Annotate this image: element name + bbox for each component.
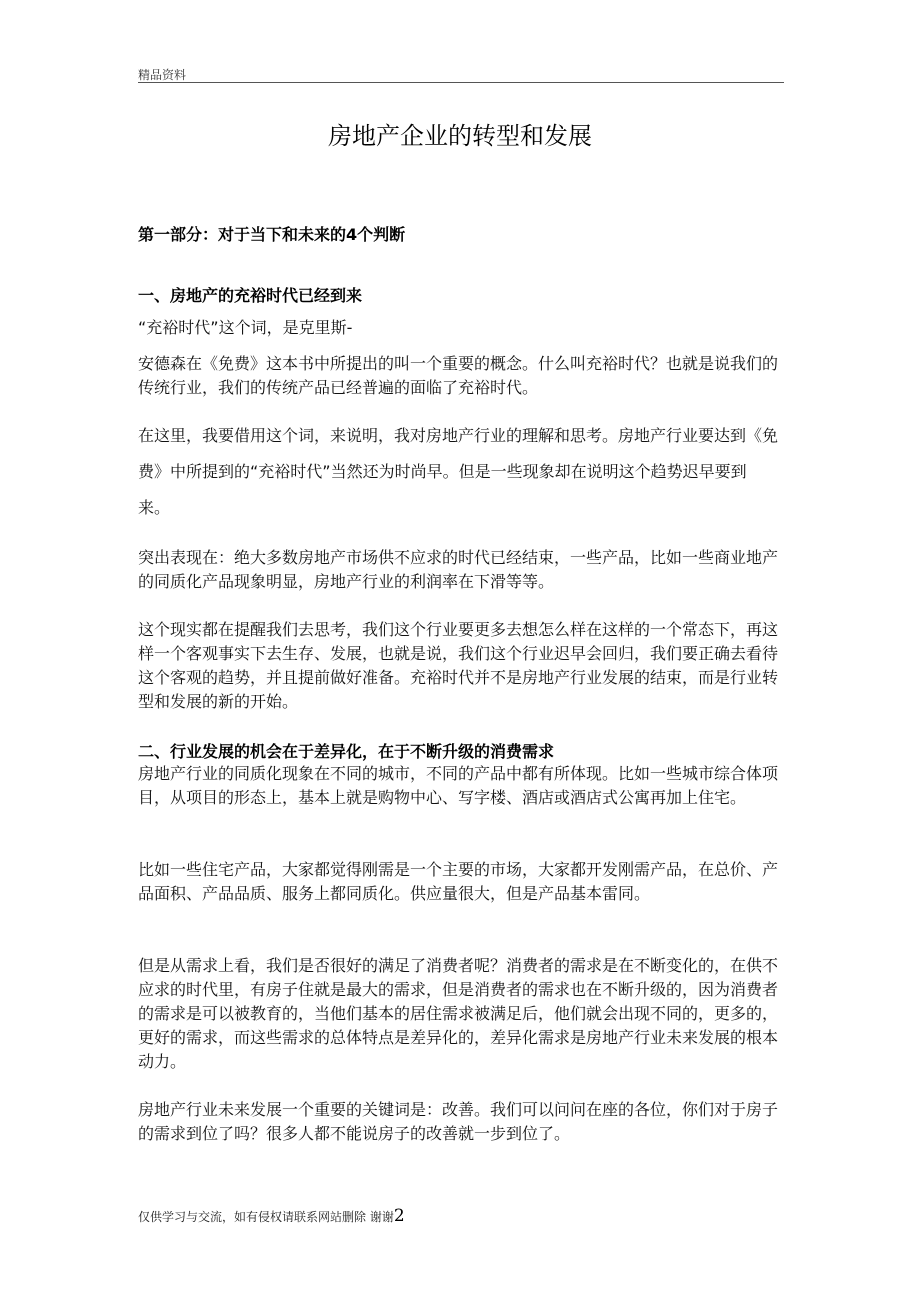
section-2-paragraph-3: 但是从需求上看，我们是否很好的满足了消费者呢？消费者的需求是在不断变化的，在供不应求的时代里，有房子住就是最大的需求，但是消费者的需求也在不断升级的，因为消费者的需求是可以被教育的，当他们基本的居住需求被满足后，他们就会出现不同的，更多的，更好的需求，而这些需求的总体特点是差异化的，差异化需求是房地产行业未来发展的根本动力。	[138, 956, 779, 1071]
section-2-paragraph-2: 比如一些住宅产品，大家都觉得刚需是一个主要的市场，大家都开发刚需产品，在总价、产品面积、产品品质、服务上都同质化。供应量很大，但是产品基本雷同。	[138, 860, 779, 903]
section-1-paragraph-4: 这个现实都在提醒我们去思考，我们这个行业要更多去想怎么样在这样的一个常态下，再这样一个客观事实下去生存、发展，也就是说，我们这个行业迟早会回归，我们要正确去看待这个客观的趋势，并且提前做好准备。充裕时代并不是房地产行业发展的结束，而是行业转型和发展的新的开始。	[138, 620, 779, 711]
section-1-paragraph-2: 在这里，我要借用这个词，来说明，我对房地产行业的理解和思考。房地产行业要达到《免费》中所提到的“充裕时代”当然还为时尚早。但是一些现象却在说明这个趋势迟早要到来。	[138, 426, 779, 517]
page-number: 2	[393, 1206, 405, 1226]
section-1-paragraph-1-line-1: “充裕时代”这个词，是克里斯-	[138, 318, 353, 337]
section-1-paragraph-3: 突出表现在：绝大多数房地产市场供不应求的时代已经结束，一些产品，比如一些商业地产的同质化产品现象明显，房地产行业的利润率在下滑等等。	[138, 548, 779, 591]
section-2-heading: 二、行业发展的机会在于差异化，在于不断升级的消费需求	[138, 742, 555, 761]
section-2-paragraph-1: 房地产行业的同质化现象在不同的城市，不同的产品中都有所体现。比如一些城市综合体项目，从项目的形态上，基本上就是购物中心、写字楼、酒店或酒店式公寓再加上住宅。	[138, 764, 779, 807]
section-2-paragraph-4: 房地产行业未来发展一个重要的关键词是：改善。我们可以问问在座的各位，你们对于房子的需求到位了吗？很多人都不能说房子的改善就一步到位了。	[138, 1100, 779, 1143]
section-1-paragraph-1: 安德森在《免费》这本书中所提出的叫一个重要的概念。什么叫充裕时代？也就是说我们的传统行业，我们的传统产品已经普遍的面临了充裕时代。	[138, 354, 779, 397]
part-heading: 第一部分：对于当下和未来的4个判断	[138, 225, 406, 244]
document-title: 房地产企业的转型和发展	[328, 122, 592, 150]
footer	[138, 1206, 405, 1226]
footer-text: 仅供学习与交流，如有侵权请联系网站删除 谢谢	[138, 1210, 394, 1224]
section-1-heading: 一、房地产的充裕时代已经到来	[138, 286, 363, 305]
header-divider	[138, 82, 784, 83]
header-label: 精品资料	[138, 68, 187, 82]
